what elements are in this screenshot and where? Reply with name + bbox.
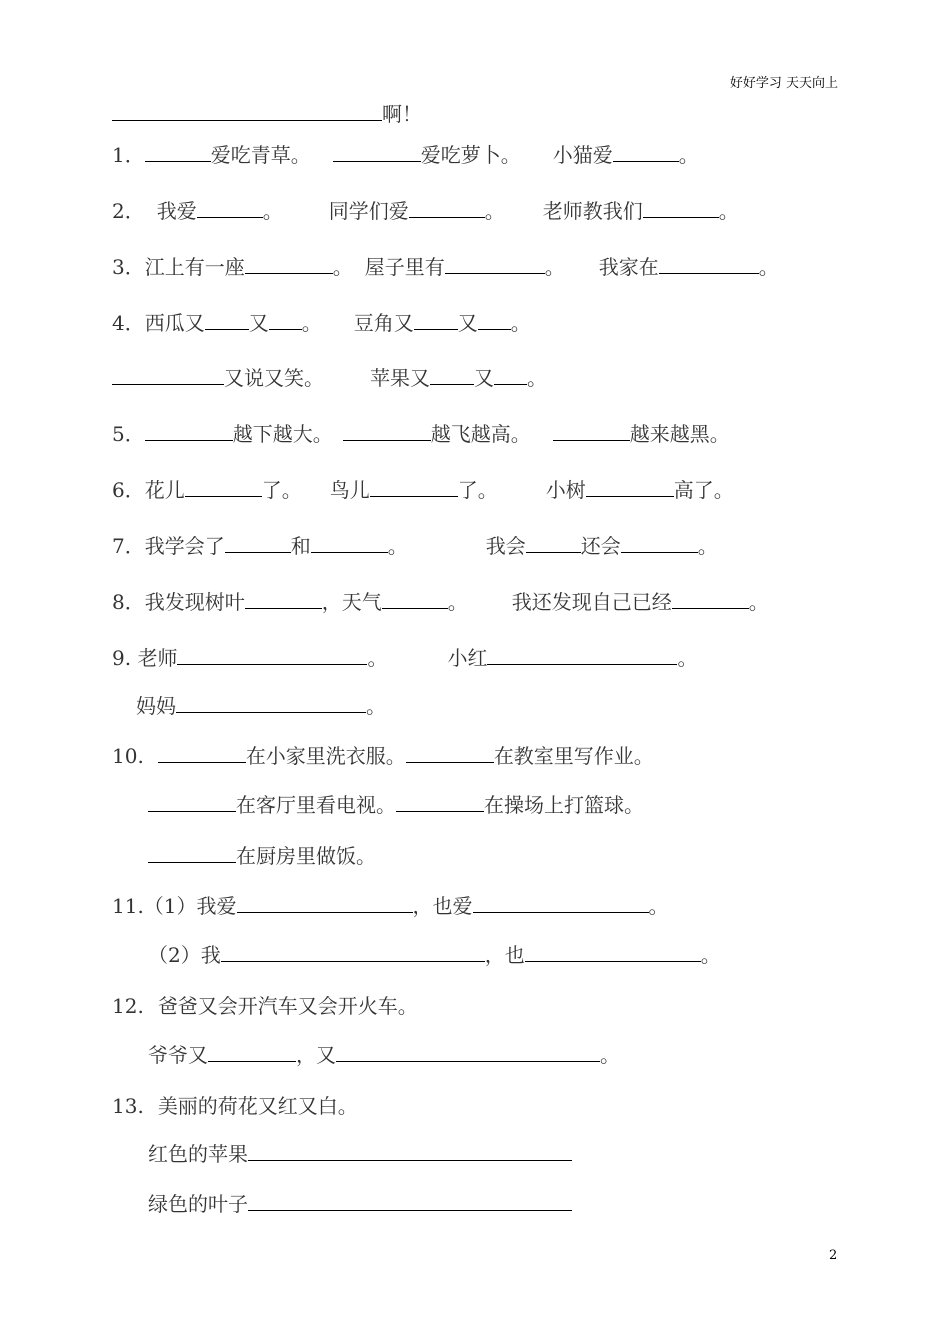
answer-blank[interactable]	[333, 142, 421, 162]
answer-blank[interactable]	[145, 142, 211, 162]
exercise-text: 。	[678, 143, 699, 167]
exercise-line	[112, 101, 422, 127]
exercise-line	[112, 589, 769, 615]
exercise-text: 绿色的叶子	[148, 1192, 248, 1216]
exercise-text: 。	[367, 646, 388, 670]
exercise-text: 。	[387, 534, 408, 558]
page-number: 2	[829, 1248, 838, 1263]
answer-blank[interactable]	[406, 743, 494, 763]
exercise-text: ，又	[296, 1043, 336, 1067]
exercise-line	[148, 942, 721, 968]
answer-blank[interactable]	[445, 254, 545, 274]
exercise-text: 。	[527, 366, 547, 390]
exercise-text: 和	[290, 534, 311, 558]
exercise-text: 。	[600, 1043, 620, 1067]
exercise-line	[148, 1141, 572, 1167]
exercise-text: 高了。	[673, 478, 734, 502]
exercise-line	[112, 365, 547, 391]
exercise-text: 。	[677, 646, 698, 670]
exercise-text: 豆角又	[353, 311, 414, 335]
answer-blank[interactable]	[197, 198, 263, 218]
exercise-text: 。	[262, 199, 283, 223]
exercise-line	[112, 477, 734, 503]
exercise-text: ，也爱	[412, 894, 473, 918]
exercise-text: 屋子里有	[364, 255, 445, 279]
exercise-text: 又	[248, 311, 269, 335]
exercise-text: 爱吃萝卜。	[420, 143, 521, 167]
exercise-text: 苹果又	[370, 366, 430, 390]
exercise-text: 老师教我们	[542, 199, 643, 223]
exercise-text: 。	[332, 255, 353, 279]
exercise-text: 红色的苹果	[148, 1142, 248, 1166]
exercise-text: 7．我学会了	[112, 534, 225, 558]
exercise-text: 10.	[112, 744, 144, 768]
answer-blank[interactable]	[430, 365, 474, 385]
exercise-text: 1．	[112, 143, 145, 167]
exercise-text: 。	[648, 894, 669, 918]
exercise-text: 啊！	[382, 102, 422, 126]
exercise-text: 鸟儿	[329, 478, 370, 502]
exercise-text: 在小家里洗衣服。	[245, 744, 406, 768]
exercise-text: 2．	[112, 199, 145, 223]
answer-blank[interactable]	[613, 142, 679, 162]
exercise-text: 了。	[261, 478, 302, 502]
answer-blank[interactable]	[208, 1042, 296, 1062]
exercise-text: 越飞越高。	[430, 422, 531, 446]
exercise-line	[112, 310, 531, 336]
answer-blank[interactable]	[336, 1042, 600, 1062]
exercise-text: 越来越黑。	[629, 422, 730, 446]
exercise-text: 5．	[112, 422, 145, 446]
exercise-line	[112, 254, 779, 280]
exercise-text: 小树	[545, 478, 586, 502]
answer-blank[interactable]	[621, 533, 698, 553]
exercise-text: 我爱	[156, 199, 197, 223]
answer-blank[interactable]	[269, 310, 302, 330]
exercise-text: 爷爷又	[148, 1043, 208, 1067]
answer-blank[interactable]	[245, 254, 333, 274]
exercise-line	[112, 743, 654, 769]
exercise-text: 。	[697, 534, 718, 558]
answer-blank[interactable]	[396, 792, 484, 812]
answer-blank[interactable]	[158, 743, 246, 763]
answer-blank[interactable]	[659, 254, 759, 274]
exercise-line	[112, 1093, 358, 1119]
exercise-text: 我会	[485, 534, 526, 558]
exercise-line	[112, 198, 739, 224]
exercise-text: 在教室里写作业。	[493, 744, 654, 768]
exercise-line	[148, 792, 644, 818]
answer-blank[interactable]	[494, 365, 527, 385]
exercise-text: 又	[457, 311, 478, 335]
exercise-line	[148, 1191, 572, 1217]
exercise-text: 还会	[580, 534, 621, 558]
answer-blank[interactable]	[525, 942, 701, 962]
answer-blank[interactable]	[176, 693, 366, 713]
exercise-text: 。	[447, 590, 468, 614]
answer-blank[interactable]	[148, 843, 236, 863]
answer-blank[interactable]	[586, 477, 674, 497]
exercise-text: 11.（1）我爱	[112, 894, 237, 918]
exercise-text: 。	[484, 199, 505, 223]
exercise-text: 爱吃青草。	[210, 143, 311, 167]
exercise-line	[112, 645, 697, 671]
exercise-text: 小猫爱	[552, 143, 613, 167]
answer-blank[interactable]	[487, 645, 677, 665]
answer-blank[interactable]	[478, 310, 511, 330]
answer-blank[interactable]	[177, 645, 367, 665]
exercise-text: 3．江上有一座	[112, 255, 245, 279]
answer-blank[interactable]	[225, 533, 291, 553]
answer-blank[interactable]	[343, 421, 431, 441]
answer-blank[interactable]	[185, 477, 262, 497]
exercise-text: 6．花儿	[112, 478, 185, 502]
exercise-text: 了。	[457, 478, 498, 502]
exercise-line	[112, 142, 699, 168]
exercise-text: 。	[301, 311, 322, 335]
exercise-text: （2）我	[148, 943, 221, 967]
answer-blank[interactable]	[526, 533, 581, 553]
answer-blank[interactable]	[248, 1191, 572, 1211]
page-header: 好好学习 天天向上	[729, 76, 838, 91]
answer-blank[interactable]	[148, 792, 236, 812]
exercise-text: 小红	[447, 646, 488, 670]
answer-blank[interactable]	[643, 198, 719, 218]
exercise-line	[112, 421, 730, 447]
exercise-text: 在客厅里看电视。	[236, 793, 396, 817]
exercise-line	[112, 893, 669, 919]
answer-blank[interactable]	[553, 421, 630, 441]
answer-blank[interactable]	[221, 942, 485, 962]
answer-blank[interactable]	[414, 310, 458, 330]
answer-blank[interactable]	[112, 101, 382, 121]
answer-blank[interactable]	[237, 893, 413, 913]
answer-blank[interactable]	[112, 365, 224, 385]
answer-blank[interactable]	[245, 589, 322, 609]
exercise-text: 。	[758, 255, 779, 279]
answer-blank[interactable]	[672, 589, 749, 609]
exercise-text: 同学们爱	[328, 199, 409, 223]
exercise-text: ，也	[484, 943, 525, 967]
exercise-line	[112, 533, 718, 559]
exercise-text: 我家在	[598, 255, 659, 279]
exercise-text: 。	[748, 590, 769, 614]
exercise-text: 。	[510, 311, 531, 335]
exercise-text: 8．我发现树叶	[112, 590, 245, 614]
answer-blank[interactable]	[473, 893, 649, 913]
answer-blank[interactable]	[382, 589, 448, 609]
exercise-text: 。	[700, 943, 721, 967]
answer-blank[interactable]	[248, 1141, 572, 1161]
exercise-text: 美丽的荷花又红又白。	[157, 1094, 358, 1118]
exercise-text: 越下越大。	[232, 422, 333, 446]
exercise-text: 又说又笑。	[224, 366, 324, 390]
exercise-text: 在操场上打篮球。	[484, 793, 644, 817]
exercise-text: 。	[366, 694, 386, 718]
exercise-line	[112, 993, 418, 1019]
exercise-text: 13.	[112, 1094, 144, 1118]
exercise-text: 又	[474, 366, 494, 390]
exercise-text: 妈妈	[136, 694, 176, 718]
exercise-text: 。	[718, 199, 739, 223]
exercise-line	[148, 1042, 620, 1068]
exercise-text: 爸爸又会开汽车又会开火车。	[157, 994, 418, 1018]
exercise-text: 4．西瓜又	[112, 311, 205, 335]
exercise-text: 12.	[112, 994, 144, 1018]
exercise-line	[148, 843, 376, 869]
exercise-text: 在厨房里做饭。	[236, 844, 376, 868]
exercise-text: 我还发现自己已经	[511, 590, 672, 614]
exercise-text: 。	[544, 255, 565, 279]
answer-blank[interactable]	[311, 533, 388, 553]
answer-blank[interactable]	[145, 421, 233, 441]
exercise-text: 9. 老师	[112, 646, 178, 670]
exercise-text: ，天气	[321, 590, 382, 614]
answer-blank[interactable]	[409, 198, 485, 218]
answer-blank[interactable]	[370, 477, 458, 497]
exercise-line	[136, 693, 386, 719]
answer-blank[interactable]	[205, 310, 249, 330]
